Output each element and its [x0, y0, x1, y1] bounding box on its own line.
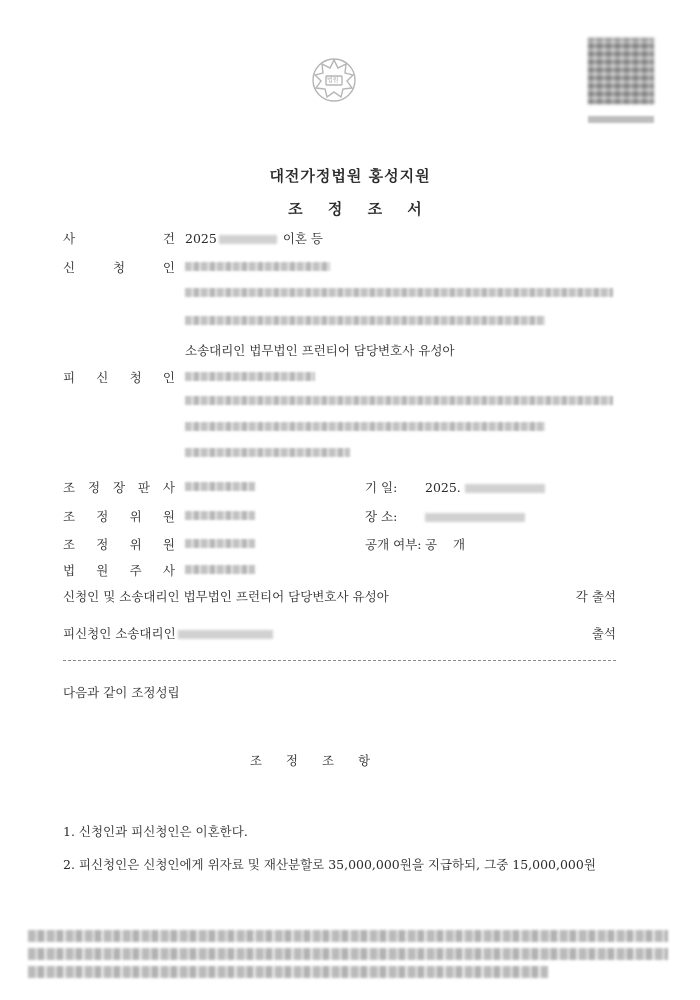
applicant-label: 신 청 인 — [63, 260, 175, 275]
clause-2: 2. 피신청인은 신청인에게 위자료 및 재산분할로 35,000,000원을 지급하되, 그중 15,000,000원 — [63, 857, 596, 872]
mediator-label-1: 조 정 위 원 — [63, 509, 175, 524]
hearing-place — [365, 507, 525, 525]
public-status — [365, 535, 471, 553]
case-label: 사 건 — [63, 231, 175, 246]
mediation-established: 다음과 같이 조정성립 — [63, 685, 180, 700]
hearing-place-label: 장 소: — [365, 509, 398, 524]
divider — [63, 660, 616, 661]
applicant-address-redacted — [185, 288, 613, 297]
attendance-respondent-status: 출석 — [591, 626, 616, 641]
applicant-representative: 소송대리인 법무법인 프런티어 담당변호사 유성아 — [185, 343, 455, 358]
clause-1: 1. 신청인과 피신청인은 이혼한다. — [63, 824, 248, 839]
case-number: 2025 — [185, 231, 217, 246]
footer-redacted-2 — [28, 948, 668, 960]
mediator-label-2: 조 정 위 원 — [63, 537, 175, 552]
court-clerk-label: 법 원 주 사 — [63, 563, 175, 578]
respondent-address-redacted-2 — [185, 422, 545, 431]
qr-code — [588, 38, 654, 104]
footer-redacted-3 — [28, 966, 548, 978]
attendance-applicant: 신청인 및 소송대리인 법무법인 프런티어 담당변호사 유성아 — [63, 589, 389, 604]
respondent-label: 피 신 청 인 — [63, 370, 175, 385]
court-name: 대전가정법원 홍성지원 — [269, 167, 431, 185]
attendance-applicant-status: 각 출석 — [575, 589, 616, 604]
case-name: 이혼 등 — [282, 231, 324, 246]
applicant-name-redacted — [185, 262, 330, 271]
mediator1-name-redacted — [185, 511, 255, 520]
applicant-address-redacted-2 — [185, 316, 545, 325]
clauses-heading: 조 정 조 항 — [249, 753, 381, 768]
public-status-value: 공 개 — [425, 537, 472, 552]
hearing-date — [365, 478, 545, 496]
court-emblem — [309, 54, 359, 104]
qr-caption — [588, 116, 654, 123]
clerk-name-redacted — [185, 565, 255, 574]
case-value — [185, 229, 323, 247]
mediator2-name-redacted — [185, 539, 255, 548]
respondent-address-redacted-3 — [185, 448, 350, 457]
respondent-address-redacted — [185, 396, 613, 405]
hearing-date-label: 기 일: — [365, 480, 398, 495]
judge-name-redacted — [185, 482, 255, 491]
document-title: 조 정 조 서 — [288, 200, 432, 218]
seal-text: 법원 — [327, 77, 339, 84]
public-status-label: 공개 여부: — [365, 537, 422, 552]
attendance-respondent-label: 피신청인 소송대리인 — [63, 626, 176, 641]
presiding-judge-label: 조 정 장 판 사 — [63, 480, 175, 495]
footer-redacted-1 — [28, 930, 668, 942]
attendance-respondent — [63, 624, 273, 642]
hearing-date-value: 2025. — [425, 480, 461, 495]
respondent-name-redacted — [185, 372, 315, 381]
